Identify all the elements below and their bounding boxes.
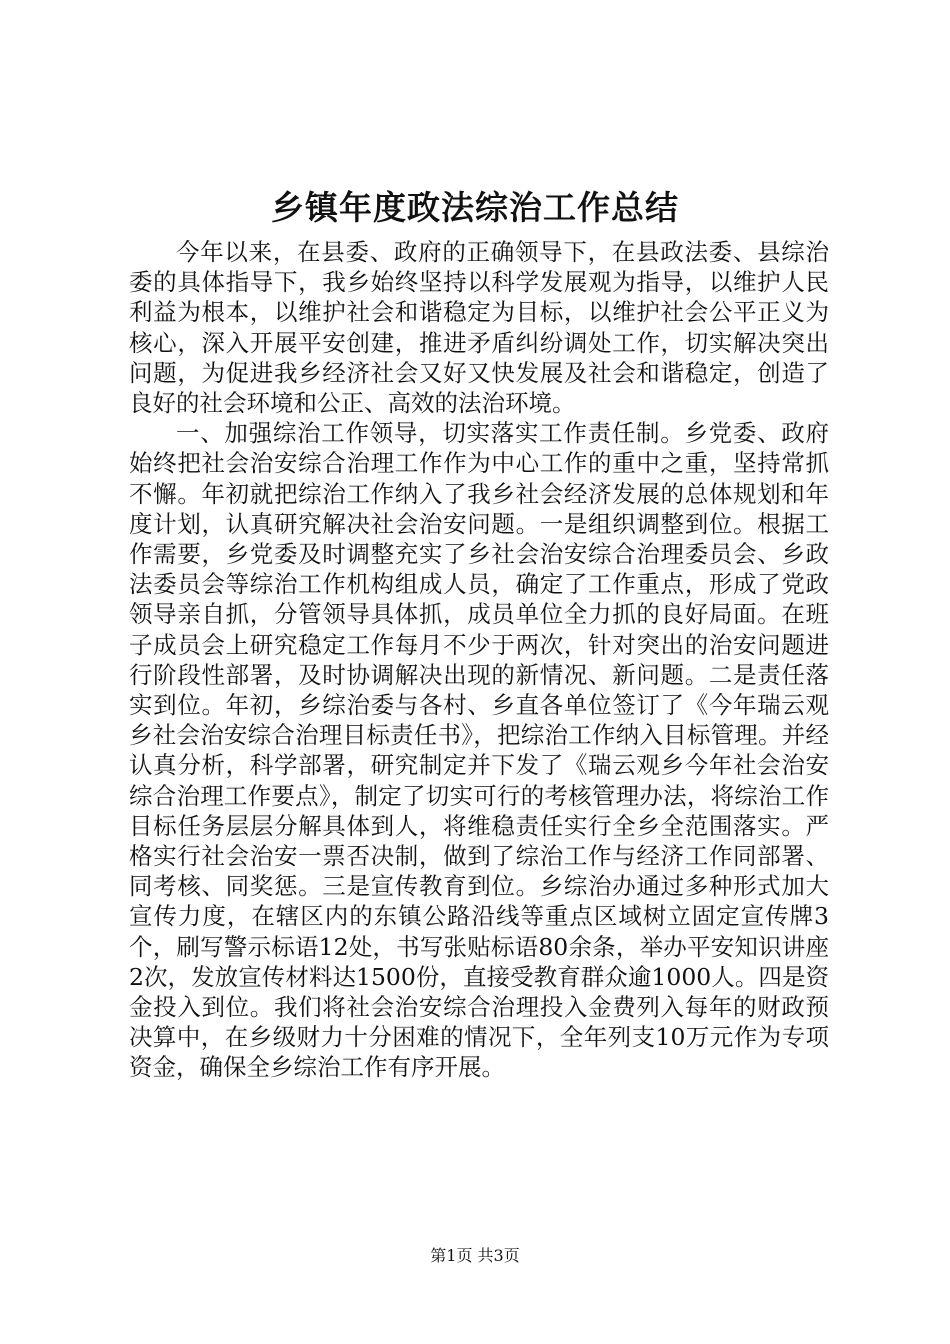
document-title: 乡镇年度政法综治工作总结 <box>271 188 679 227</box>
document-body <box>129 237 829 1083</box>
page-footer: 第1页 共3页 <box>430 1246 520 1265</box>
paragraph-intro: 今年以来，在县委、政府的正确领导下，在县政法委、县综治委的具体指导下，我乡始终坚持以科学发展观为指导，以维护人民利益为根本，以维护社会和谐稳定为目标，以维护社会公平正义为核心，深入开展平安创建，推进矛盾纠纷调处工作，切实解决突出问题，为促进我乡经济社会又好又快发展及社会和谐稳定，创造了良好的社会环境和公正、高效的法治环境。 <box>129 238 829 418</box>
paragraph-section-one: 一、加强综治工作领导，切实落实工作责任制。乡党委、政府始终把社会治安综合治理工作作为中心工作的重中之重，坚持常抓不懈。年初就把综治工作纳入了我乡社会经济发展的总体规划和年度计划，认真研究解决社会治安问题。一是组织调整到位。根据工作需要，乡党委及时调整充实了乡社会治安综合治理委员会、乡政法委员会等综治工作机构组成人员，确定了工作重点，形成了党政领导亲自抓，分管领导具体抓，成员单位全力抓的良好局面。在班子成员会上研究稳定工作每月不少于两次，针对突出的治安问题进行阶段性部署，及时协调解决出现的新情况、新问题。二是责任落实到位。年初，乡综治委与各村、乡直各单位签订了《今年瑞云观乡社会治安综合治理目标责任书》，把综治工作纳入目标管理。并经认真分析，科学部署，研究制定并下发了《瑞云观乡今年社会治安综合治理工作要点》，制定了切实可行的考核管理办法，将综治工作目标任务层层分解具体到人，将维稳责任实行全乡全范围落实。严格实行社会治安一票否决制，做到了综治工作与经济工作同部署、同考核、同奖惩。三是宣传教育到位。乡综治办通过多种形式加大宣传力度，在辖区内的东镇公路沿线等重点区域树立固定宣传牌3个，刷写警示标语12处，书写张贴标语80余条，举办平安知识讲座2次，发放宣传材料达1500份，直接受教育群众逾1000人。四是资金投入到位。我们将社会治安综合治理投入金费列入每年的财政预决算中，在乡级财力十分困难的情况下，全年列支10万元作为专项资金，确保全乡综治工作有序开展。 <box>129 419 829 1082</box>
